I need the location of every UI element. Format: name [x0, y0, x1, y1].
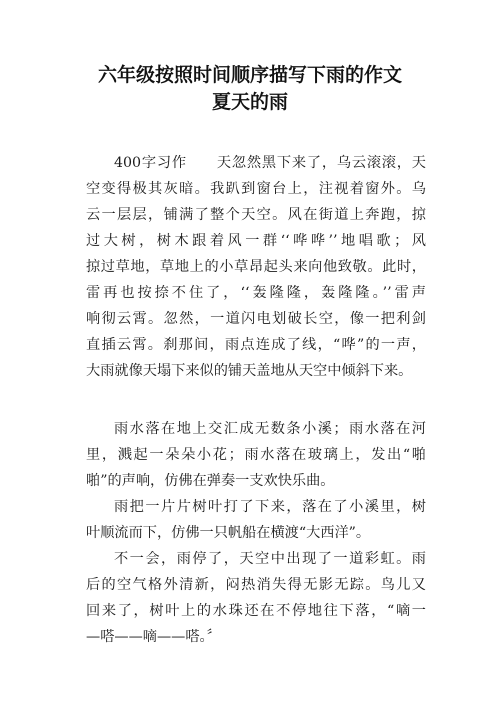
paragraph-gap	[86, 384, 426, 416]
title-line-sub: 夏天的雨	[211, 91, 288, 113]
text-line: 空变得极其灰暗。我趴到窗台上，注视着窗外。乌	[86, 181, 426, 197]
title-line-main: 六年级按照时间顺序描写下雨的作文	[97, 64, 402, 86]
text-line: 后的空气格外清新，闷热消失得无影无踪。鸟儿又	[86, 577, 426, 593]
text-line: 直插云霄。刹那间，雨点连成了线，“哗”的一声，	[86, 337, 426, 353]
paragraph-1	[86, 150, 426, 384]
text-line: 雨把一片片树叶打了下来，落在了小溪里，树	[114, 499, 426, 515]
text-line: 回来了，树叶上的水珠还在不停地往下落，“嘀一	[86, 603, 426, 619]
text-line: 掠过草地，草地上的小草昂起头来向他致敬。此时，	[86, 259, 426, 275]
paragraph-2	[86, 416, 426, 494]
text-line: 叶顺流而下，仿佛一只帆船在横渡“大西洋”。	[86, 525, 371, 541]
paragraph-4	[86, 546, 426, 650]
text-line: 里，溅起一朵朵小花；雨水落在玻璃上，发出“啪	[86, 447, 426, 463]
text-line: —嗒——嘀——嗒。〞	[86, 629, 221, 645]
text-line: 雷再也按捺不住了，‘‘轰隆隆，轰隆隆。’’雷声	[86, 285, 426, 301]
essay-body	[86, 150, 426, 650]
text-line: 过大树，树木跟着风一群‘‘哗哗’’地唱歌；风	[86, 233, 426, 249]
paragraph-3	[86, 494, 426, 546]
text-line: 大雨就像天塌下来似的铺天盖地从天空中倾斜下来。	[86, 363, 413, 379]
text-line: 不一会，雨停了，天空中出现了一道彩虹。雨	[114, 551, 426, 567]
text-line: 400字习作 天忽然黑下来了，乌云滚滚，天	[114, 155, 426, 171]
text-line: 云一层层，铺满了整个天空。风在街道上奔跑，掠	[86, 207, 426, 223]
text-line: 响彻云霄。忽然，一道闪电划破长空，像一把利剑	[86, 311, 426, 327]
text-line: 啪”的声响，仿佛在弹奏一支欢快乐曲。	[86, 473, 335, 489]
text-line: 雨水落在地上交汇成无数条小溪；雨水落在河	[114, 421, 426, 437]
document-title	[60, 62, 440, 116]
